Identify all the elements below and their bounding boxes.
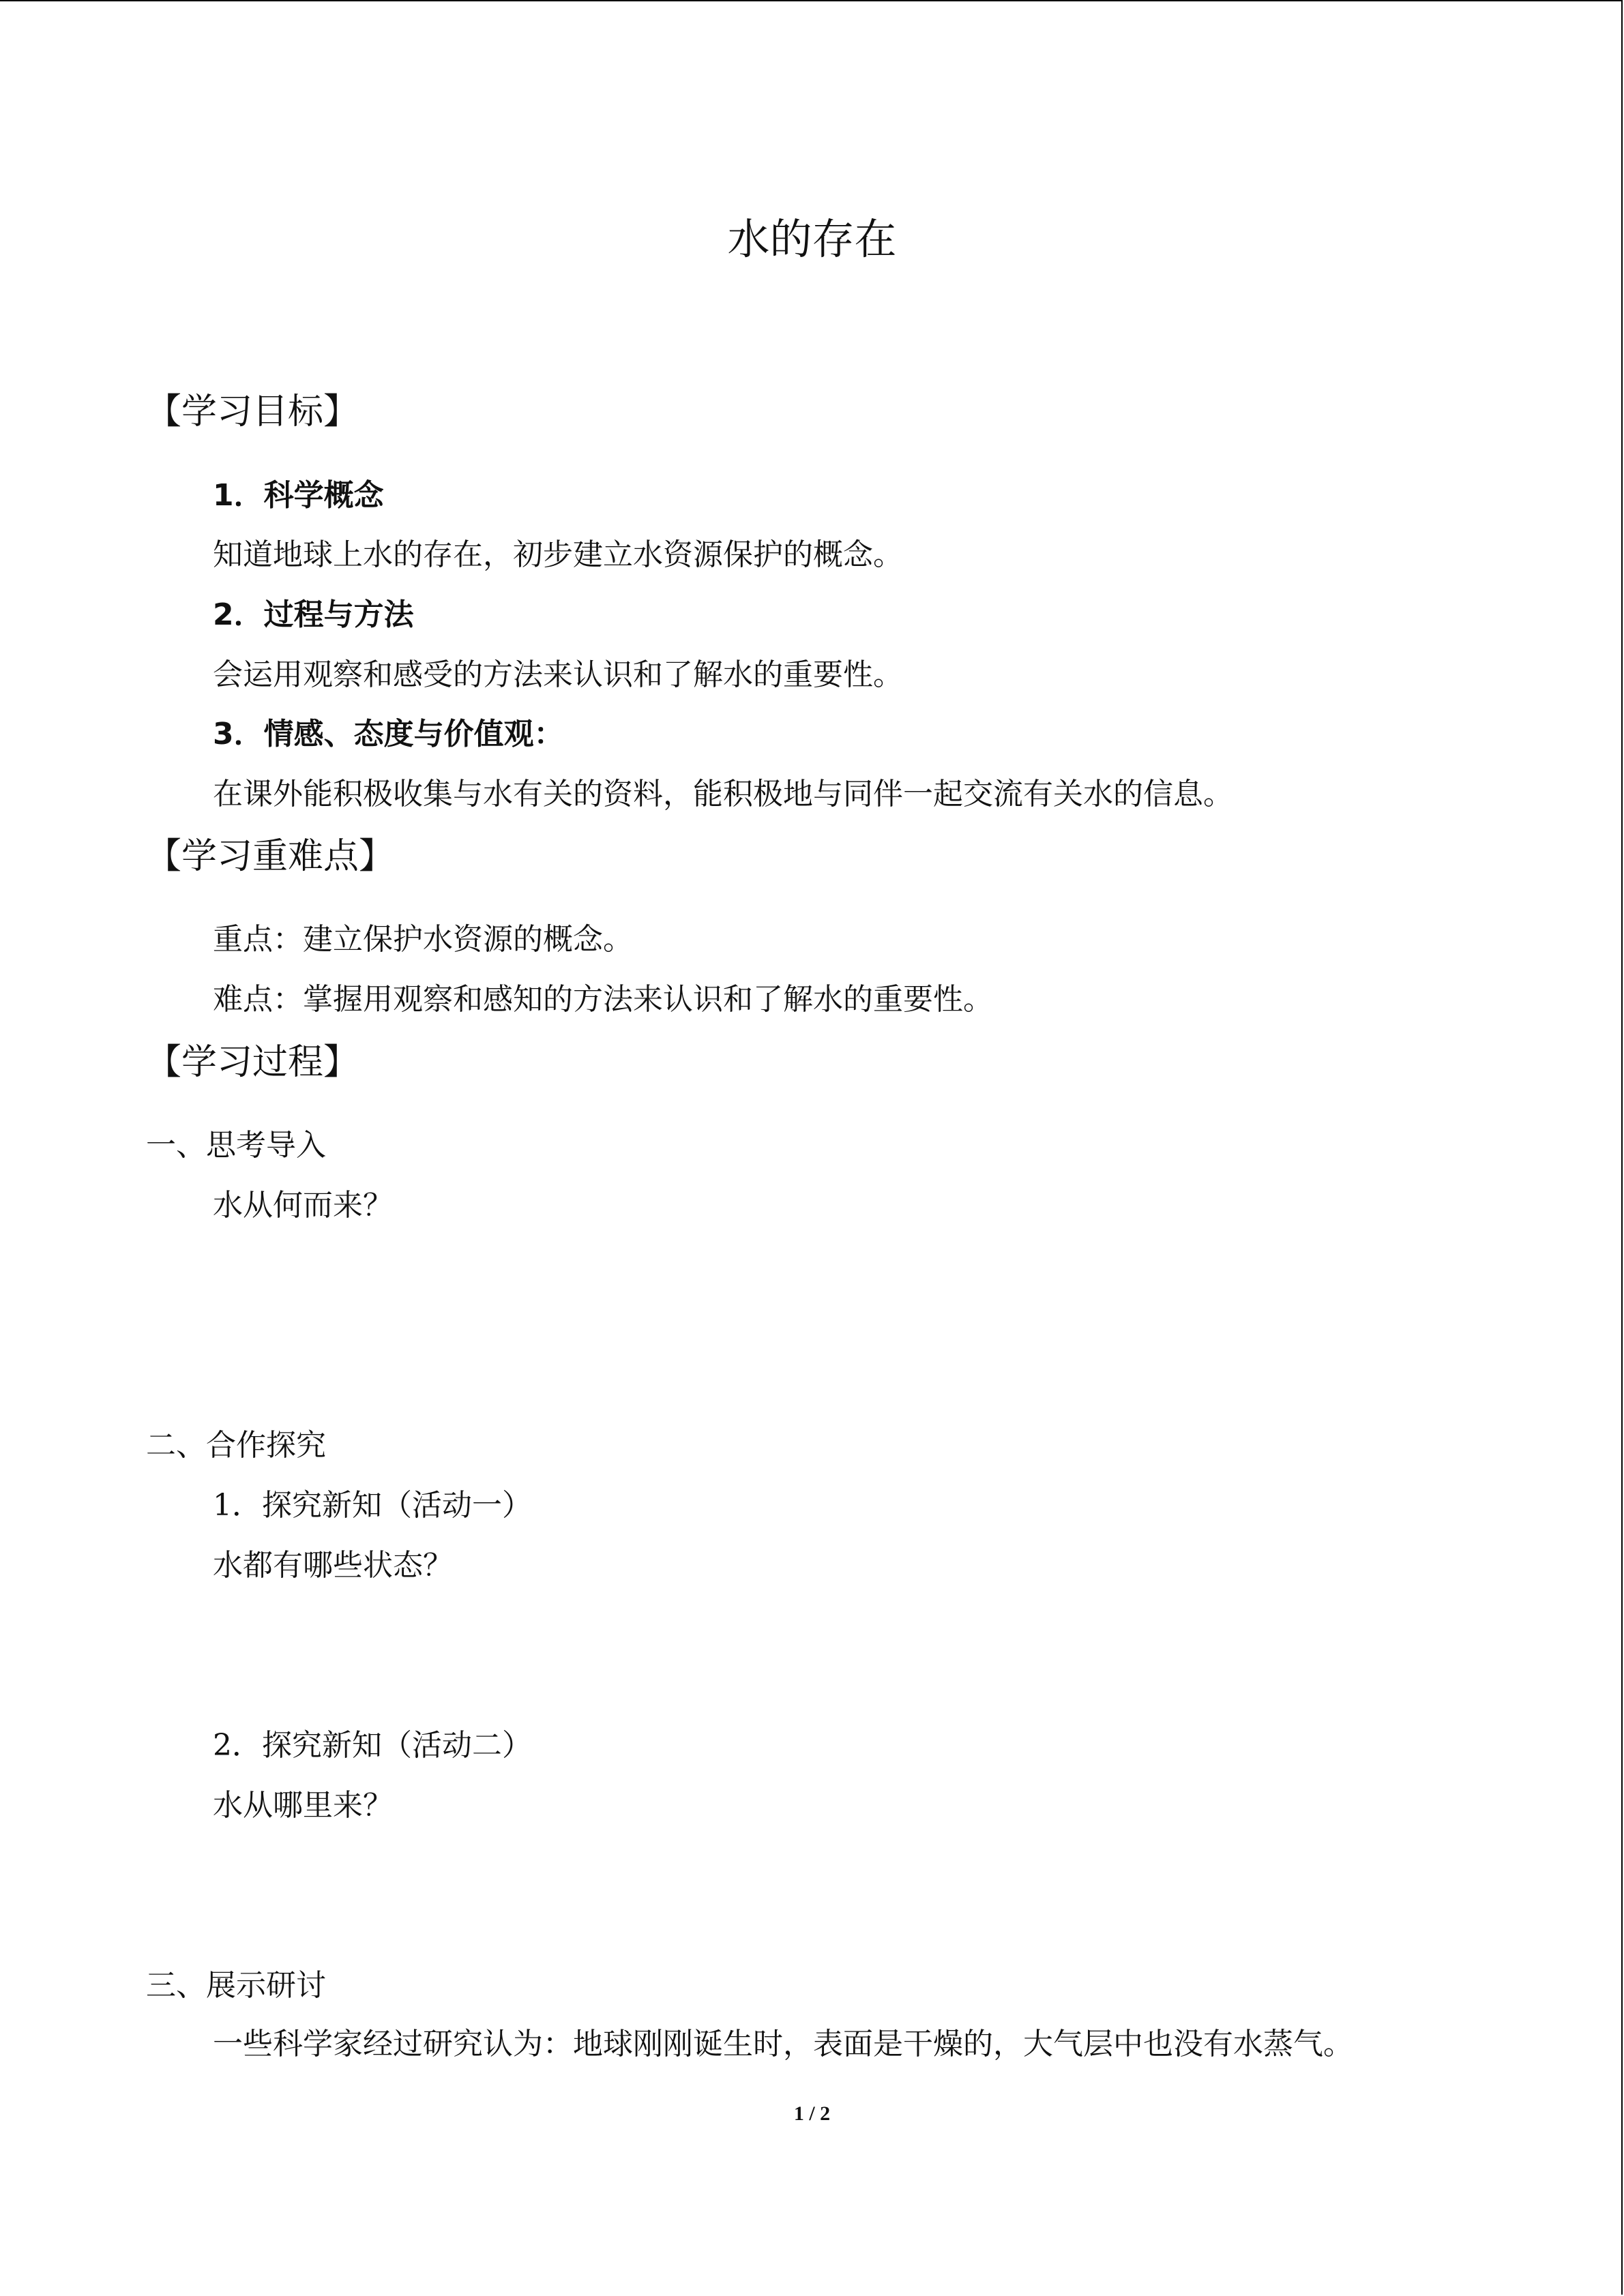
part-3-line-1: 一些科学家经过研究认为：地球刚刚诞生时，表面是干燥的，大气层中也没有水蒸气。 (213, 2027, 1353, 2061)
objective-subheading-1: 1．科学概念 (213, 478, 384, 513)
section-heading-process: 【学习过程】 (146, 1042, 359, 1083)
part-label-2: 二、合作探究 (146, 1428, 326, 1463)
objective-text-1: 知道地球上水的存在，初步建立水资源保护的概念。 (213, 537, 903, 572)
key-point-line: 重点：建立保护水资源的概念。 (213, 922, 633, 957)
section-heading-objectives: 【学习目标】 (146, 391, 359, 432)
objective-subheading-3: 3．情感、态度与价值观： (213, 717, 564, 751)
difficult-point-line: 难点：掌握用观察和感知的方法来认识和了解水的重要性。 (213, 982, 993, 1017)
part-1-line-1: 水从何而来？ (213, 1188, 393, 1223)
objective-text-3: 在课外能积极收集与水有关的资料，能积极地与同伴一起交流有关水的信息。 (213, 777, 1233, 811)
page-number: 1 / 2 (793, 2102, 831, 2125)
objective-subheading-2: 2．过程与方法 (213, 597, 414, 632)
part-2-line-2: 水都有哪些状态？ (213, 1548, 453, 1583)
part-2-line-1: 1．探究新知（活动一） (213, 1488, 532, 1523)
part-label-3: 三、展示研讨 (146, 1968, 326, 2003)
page-title: 水的存在 (727, 214, 897, 264)
part-2-line-4: 水从哪里来？ (213, 1788, 393, 1823)
objective-text-2: 会运用观察和感受的方法来认识和了解水的重要性。 (213, 657, 903, 692)
section-heading-key-points: 【学习重难点】 (146, 836, 395, 877)
part-2-line-3: 2．探究新知（活动二） (213, 1728, 532, 1763)
part-label-1: 一、思考导入 (146, 1128, 326, 1163)
